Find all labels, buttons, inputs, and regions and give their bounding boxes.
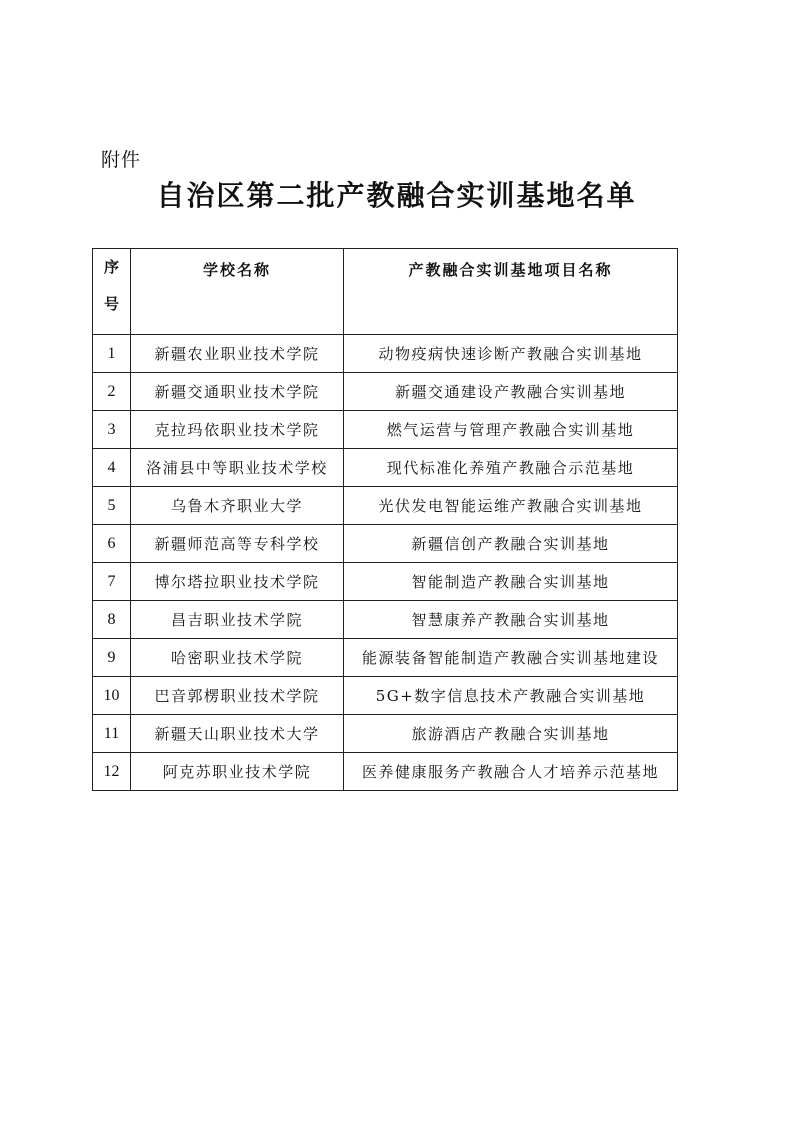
project-name: 燃气运营与管理产教融合实训基地 <box>344 411 678 449</box>
school-name: 乌鲁木齐职业大学 <box>131 487 344 525</box>
row-number: 3 <box>93 411 131 449</box>
school-name: 巴音郭楞职业技术学院 <box>131 677 344 715</box>
table-row <box>93 601 678 639</box>
project-name: 智慧康养产教融合实训基地 <box>344 601 678 639</box>
attachment-label: 附件 <box>101 149 142 171</box>
row-number: 12 <box>93 753 131 791</box>
row-number: 1 <box>93 335 131 373</box>
table-row <box>93 715 678 753</box>
row-number: 9 <box>93 639 131 677</box>
school-name: 新疆农业职业技术学院 <box>131 335 344 373</box>
table-row <box>93 753 678 791</box>
table-row <box>93 677 678 715</box>
row-number: 8 <box>93 601 131 639</box>
project-name: 现代标准化养殖产教融合示范基地 <box>344 449 678 487</box>
row-number: 4 <box>93 449 131 487</box>
row-number: 11 <box>93 715 131 753</box>
project-name: 医养健康服务产教融合人才培养示范基地 <box>344 753 678 791</box>
project-name: 能源装备智能制造产教融合实训基地建设 <box>344 639 678 677</box>
table-row <box>93 487 678 525</box>
document-title: 自治区第二批产教融合实训基地名单 <box>156 179 637 212</box>
header-project-name: 产教融合实训基地项目名称 <box>344 249 678 335</box>
school-name: 阿克苏职业技术学院 <box>131 753 344 791</box>
project-name: 动物疫病快速诊断产教融合实训基地 <box>344 335 678 373</box>
table-row <box>93 335 678 373</box>
school-name: 新疆交通职业技术学院 <box>131 373 344 411</box>
school-name: 昌吉职业技术学院 <box>131 601 344 639</box>
base-list-table <box>92 248 678 791</box>
table-row <box>93 373 678 411</box>
project-name: 旅游酒店产教融合实训基地 <box>344 715 678 753</box>
table-row <box>93 525 678 563</box>
project-name: 新疆信创产教融合实训基地 <box>344 525 678 563</box>
row-number: 10 <box>93 677 131 715</box>
school-name: 克拉玛依职业技术学院 <box>131 411 344 449</box>
table-row <box>93 411 678 449</box>
school-name: 新疆天山职业技术大学 <box>131 715 344 753</box>
project-name: 智能制造产教融合实训基地 <box>344 563 678 601</box>
table-row <box>93 563 678 601</box>
row-number: 6 <box>93 525 131 563</box>
school-name: 博尔塔拉职业技术学院 <box>131 563 344 601</box>
header-school-name: 学校名称 <box>131 249 344 335</box>
project-name: 光伏发电智能运维产教融合实训基地 <box>344 487 678 525</box>
table-header-row <box>93 249 678 335</box>
project-name: 新疆交通建设产教融合实训基地 <box>344 373 678 411</box>
header-serial-number-line2: 号 <box>103 295 119 313</box>
row-number: 2 <box>93 373 131 411</box>
school-name: 新疆师范高等专科学校 <box>131 525 344 563</box>
school-name: 洛浦县中等职业技术学校 <box>131 449 344 487</box>
table-row <box>93 639 678 677</box>
header-serial-number-line1: 序 <box>103 258 119 276</box>
table-row <box>93 449 678 487</box>
header-serial-number <box>93 249 131 335</box>
school-name: 哈密职业技术学院 <box>131 639 344 677</box>
row-number: 7 <box>93 563 131 601</box>
row-number: 5 <box>93 487 131 525</box>
project-name: 5G+数字信息技术产教融合实训基地 <box>344 677 678 715</box>
